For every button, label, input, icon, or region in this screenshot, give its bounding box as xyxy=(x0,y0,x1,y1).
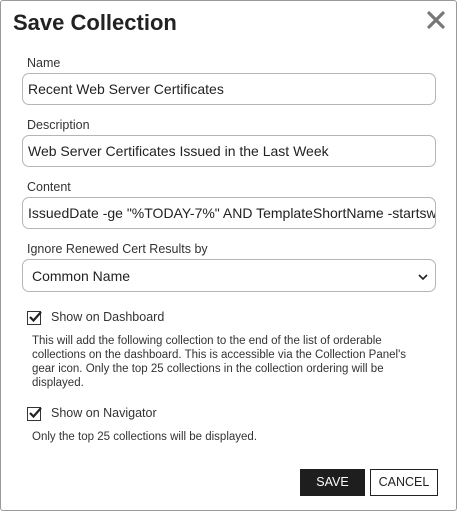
show-on-dashboard-checkbox[interactable] xyxy=(27,311,41,325)
save-button[interactable]: SAVE xyxy=(300,469,365,496)
ignore-renewed-selected-value: Common Name xyxy=(32,268,131,284)
show-on-navigator-label: Show on Navigator xyxy=(51,406,157,420)
show-on-navigator-checkbox[interactable] xyxy=(27,407,41,421)
ignore-renewed-label: Ignore Renewed Cert Results by xyxy=(27,242,208,256)
name-label: Name xyxy=(27,56,61,70)
description-input[interactable] xyxy=(22,135,436,167)
content-input[interactable] xyxy=(22,197,436,229)
checkmark-icon xyxy=(27,405,43,421)
dialog-title: Save Collection xyxy=(13,10,177,35)
description-label: Description xyxy=(27,118,90,132)
close-icon[interactable] xyxy=(425,9,447,31)
dashboard-help-text: This will add the following collection to the end of the list of orderable collections on the dashboard. This is accessible via the Collection Panel's gear icon. Only the top 25 collections in the collection ordering will be displayed. xyxy=(32,335,407,389)
content-label: Content xyxy=(27,180,71,194)
navigator-help-text: Only the top 25 collections will be displayed. xyxy=(32,431,258,443)
chevron-down-icon xyxy=(417,270,429,288)
cancel-button[interactable]: CANCEL xyxy=(370,469,438,496)
checkmark-icon xyxy=(27,309,43,325)
show-on-dashboard-label: Show on Dashboard xyxy=(51,310,165,324)
name-input[interactable] xyxy=(22,73,436,105)
ignore-renewed-select[interactable] xyxy=(22,259,436,292)
